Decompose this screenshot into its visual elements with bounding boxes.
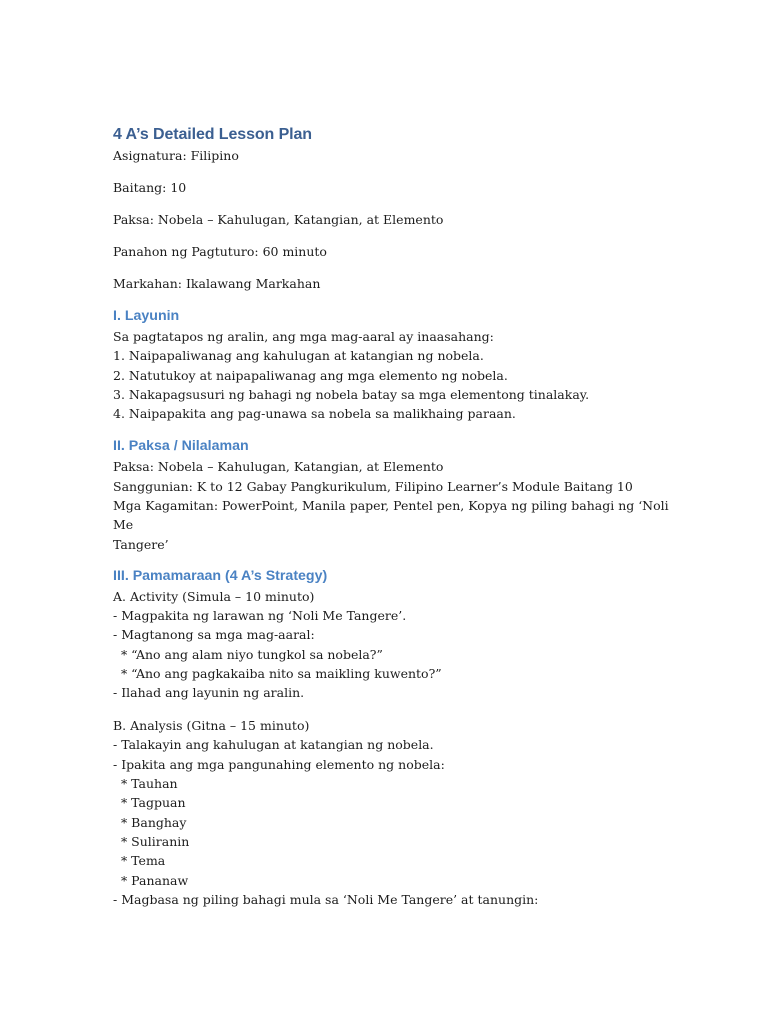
analysis-step: - Ipakita ang mga pangunahing elemento ng nobela: <box>113 756 445 772</box>
element-item: * Suliranin <box>113 833 190 849</box>
objective-item: 1. Naipapaliwanag ang kahulugan at katangian ng nobela. <box>113 348 484 364</box>
element-item: * Banghay <box>113 814 187 830</box>
activity-question: * “Ano ang pagkakaiba nito sa maikling kuwento?” <box>113 666 442 682</box>
section-heading-layunin: I. Layunin <box>113 307 180 324</box>
meta-grade: Baitang: 10 <box>113 179 187 195</box>
meta-topic: Paksa: Nobela – Kahulugan, Katangian, at Elemento <box>113 211 444 227</box>
meta-subject: Asignatura: Filipino <box>113 148 239 163</box>
materials-line-cont: Tangere’ <box>113 536 169 552</box>
objective-item: 4. Naipapakita ang pag-unawa sa nobela sa malikhaing paraan. <box>113 406 516 422</box>
reference-line: Sanggunian: K to 12 Gabay Pangkurikulum, Filipino Learner’s Module Baitang 10 <box>113 478 633 494</box>
section-paksa-body <box>113 457 673 553</box>
meta-quarter: Markahan: Ikalawang Markahan <box>113 275 321 291</box>
analysis-step: - Magbasa ng piling bahagi mula sa ‘Noli Me Tangere’ at tanungin: <box>113 891 539 907</box>
element-item: * Tauhan <box>113 776 178 792</box>
document-page <box>113 124 673 909</box>
lesson-meta <box>113 146 673 293</box>
objective-item: 2. Natutukoy at naipapaliwanag ang mga elemento ng nobela. <box>113 367 508 383</box>
activity-heading: A. Activity (Simula – 10 minuto) <box>113 588 315 604</box>
analysis-step: - Talakayin ang kahulugan at katangian ng nobela. <box>113 737 434 753</box>
section-heading-paksa: II. Paksa / Nilalaman <box>113 438 249 455</box>
element-item: * Pananaw <box>113 872 189 888</box>
materials-line: Mga Kagamitan: PowerPoint, Manila paper, Pentel pen, Kopya ng piling bahagi ng ‘Noli Me <box>113 498 673 533</box>
activity-question: * “Ano ang alam niyo tungkol sa nobela?” <box>113 646 383 662</box>
activity-step: - Ilahad ang layunin ng aralin. <box>113 685 305 701</box>
analysis-heading: B. Analysis (Gitna – 15 minuto) <box>113 718 310 734</box>
element-item: * Tagpuan <box>113 795 186 811</box>
element-item: * Tema <box>113 853 166 869</box>
meta-duration: Panahon ng Pagtuturo: 60 minuto <box>113 243 327 259</box>
paragraph-spacer <box>113 703 673 717</box>
objective-item: 3. Nakapagsusuri ng bahagi ng nobela batay sa mga elementong tinalakay. <box>113 386 590 402</box>
topic-line: Paksa: Nobela – Kahulugan, Katangian, at Elemento <box>113 459 444 475</box>
activity-block <box>113 587 673 703</box>
document-title: 4 A’s Detailed Lesson Plan <box>113 126 312 143</box>
section-heading-pamamaraan: III. Pamamaraan (4 A’s Strategy) <box>113 567 328 584</box>
section-layunin-body <box>113 327 673 423</box>
activity-step: - Magtanong sa mga mag-aaral: <box>113 627 315 643</box>
objective-intro: Sa pagtatapos ng aralin, ang mga mag-aaral ay inaasahang: <box>113 328 494 344</box>
analysis-block <box>113 716 673 909</box>
activity-step: - Magpakita ng larawan ng ‘Noli Me Tangere’. <box>113 608 407 624</box>
